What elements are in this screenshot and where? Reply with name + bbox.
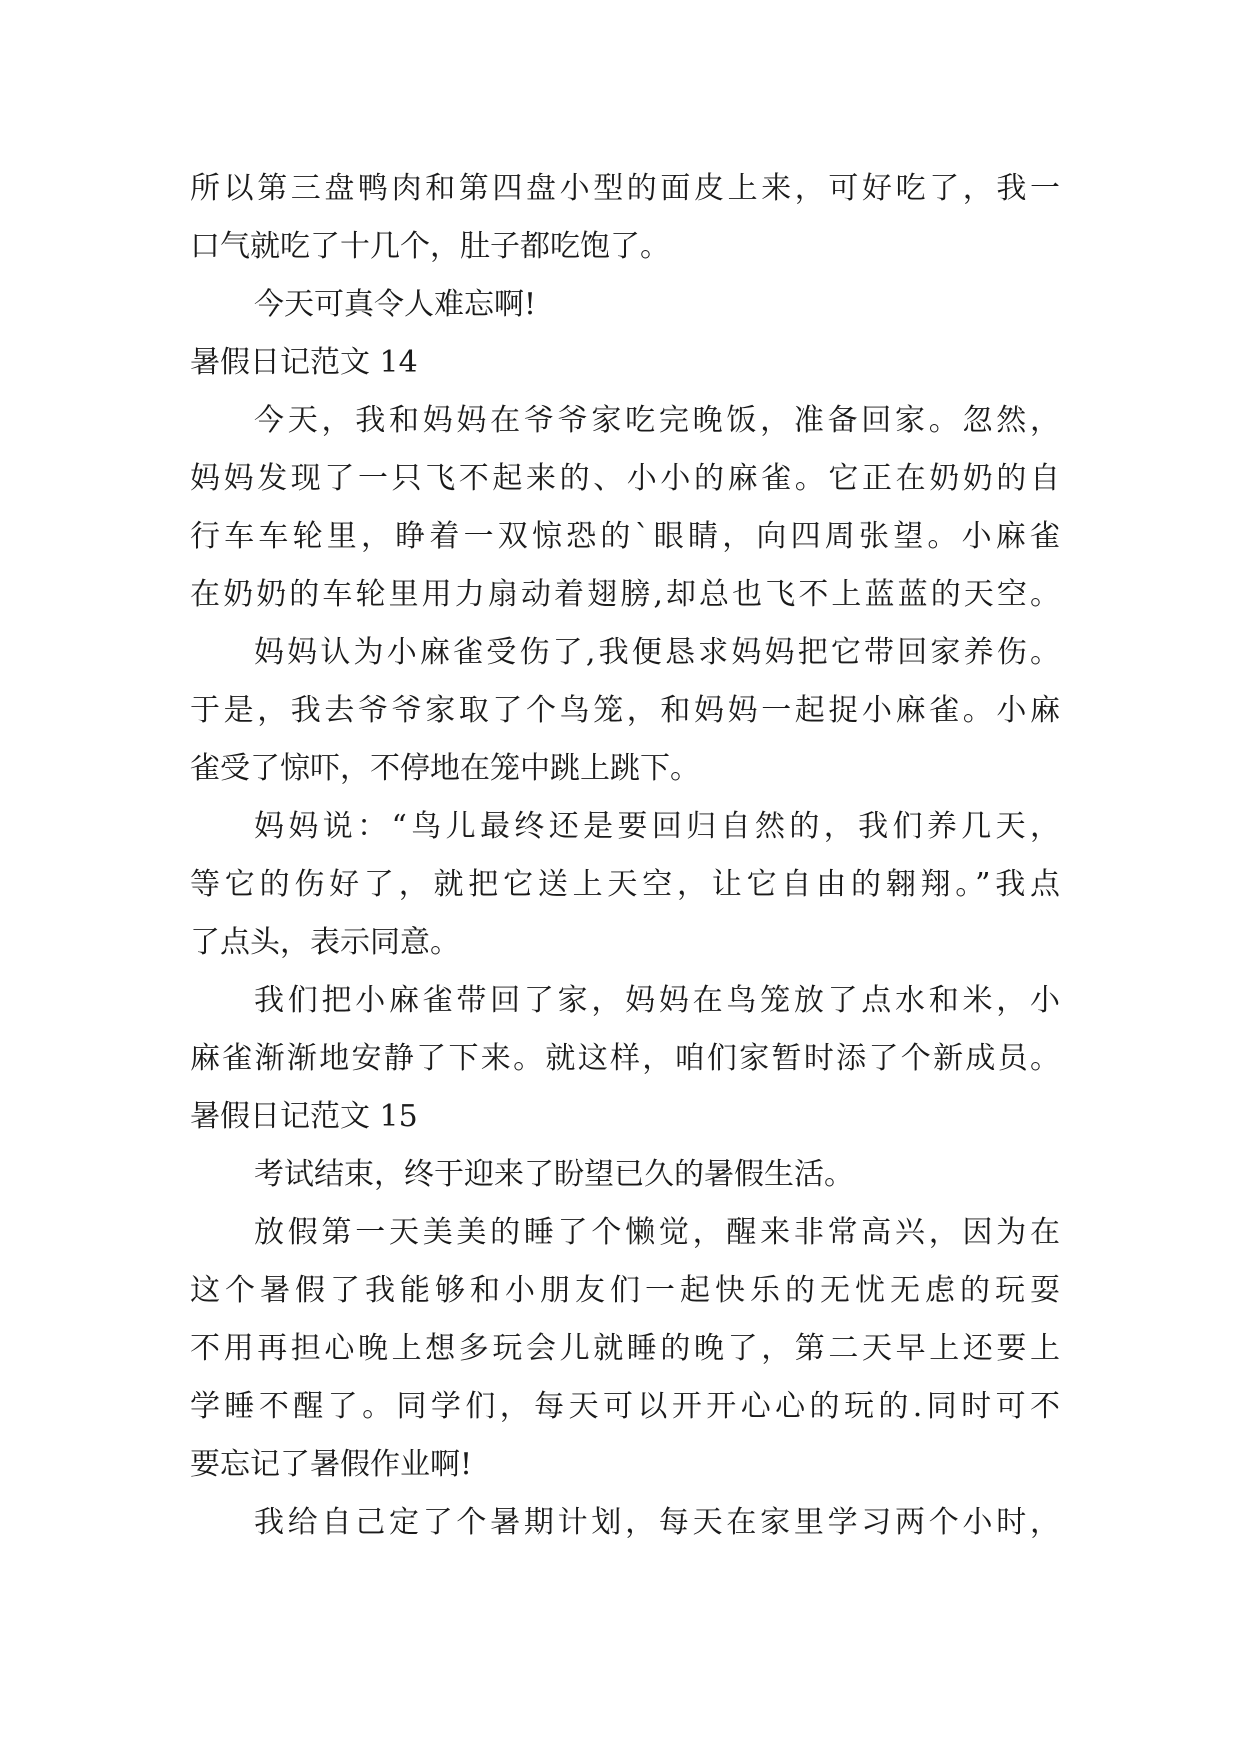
text-line: 我给自己定了个暑期计划，每天在家里学习两个小时，: [254, 1505, 1060, 1540]
text-line: 了点头，表示同意。: [190, 925, 460, 960]
text-line: 妈妈认为小麻雀受伤了,我便恳求妈妈把它带回家养伤。: [254, 635, 1060, 670]
text-line: 妈妈发现了一只飞不起来的、小小的麻雀。它正在奶奶的自: [190, 461, 1060, 496]
text-line: 要忘记了暑假作业啊!: [190, 1447, 473, 1482]
text-line: 这个暑假了我能够和小朋友们一起快乐的无忧无虑的玩耍: [190, 1273, 1060, 1308]
text-line: 雀受了惊吓，不停地在笼中跳上跳下。: [190, 751, 700, 786]
text-line: 在奶奶的车轮里用力扇动着翅膀,却总也飞不上蓝蓝的天空。: [190, 577, 1060, 612]
text-line: 麻雀渐渐地安静了下来。就这样，咱们家暂时添了个新成员。: [190, 1041, 1060, 1076]
text-line: 学睡不醒了。同学们，每天可以开开心心的玩的.同时可不: [190, 1389, 1060, 1424]
text-line: 考试结束，终于迎来了盼望已久的暑假生活。: [254, 1157, 854, 1192]
text-line: 不用再担心晚上想多玩会儿就睡的晚了，第二天早上还要上: [190, 1331, 1060, 1366]
text-line: 等它的伤好了，就把它送上天空，让它自由的翱翔。”我点: [190, 867, 1060, 902]
section-heading: 暑假日记范文 14: [190, 345, 418, 380]
text-line: 今天可真令人难忘啊!: [254, 287, 537, 322]
text-line: 妈妈说：“鸟儿最终还是要回归自然的，我们养几天，: [254, 809, 1060, 844]
text-line: 口气就吃了十几个，肚子都吃饱了。: [190, 229, 670, 264]
text-line: 今天，我和妈妈在爷爷家吃完晚饭，准备回家。忽然，: [254, 403, 1060, 438]
document-body: [190, 160, 1060, 1552]
section-heading: 暑假日记范文 15: [190, 1099, 418, 1134]
text-line: 我们把小麻雀带回了家，妈妈在鸟笼放了点水和米，小: [254, 983, 1060, 1018]
text-line: 行车车轮里，睁着一双惊恐的`眼睛，向四周张望。小麻雀: [190, 519, 1060, 554]
text-line: 放假第一天美美的睡了个懒觉，醒来非常高兴，因为在: [254, 1215, 1060, 1250]
text-line: 所以第三盘鸭肉和第四盘小型的面皮上来，可好吃了，我一: [190, 171, 1060, 206]
text-line: 于是，我去爷爷家取了个鸟笼，和妈妈一起捉小麻雀。小麻: [190, 693, 1060, 728]
